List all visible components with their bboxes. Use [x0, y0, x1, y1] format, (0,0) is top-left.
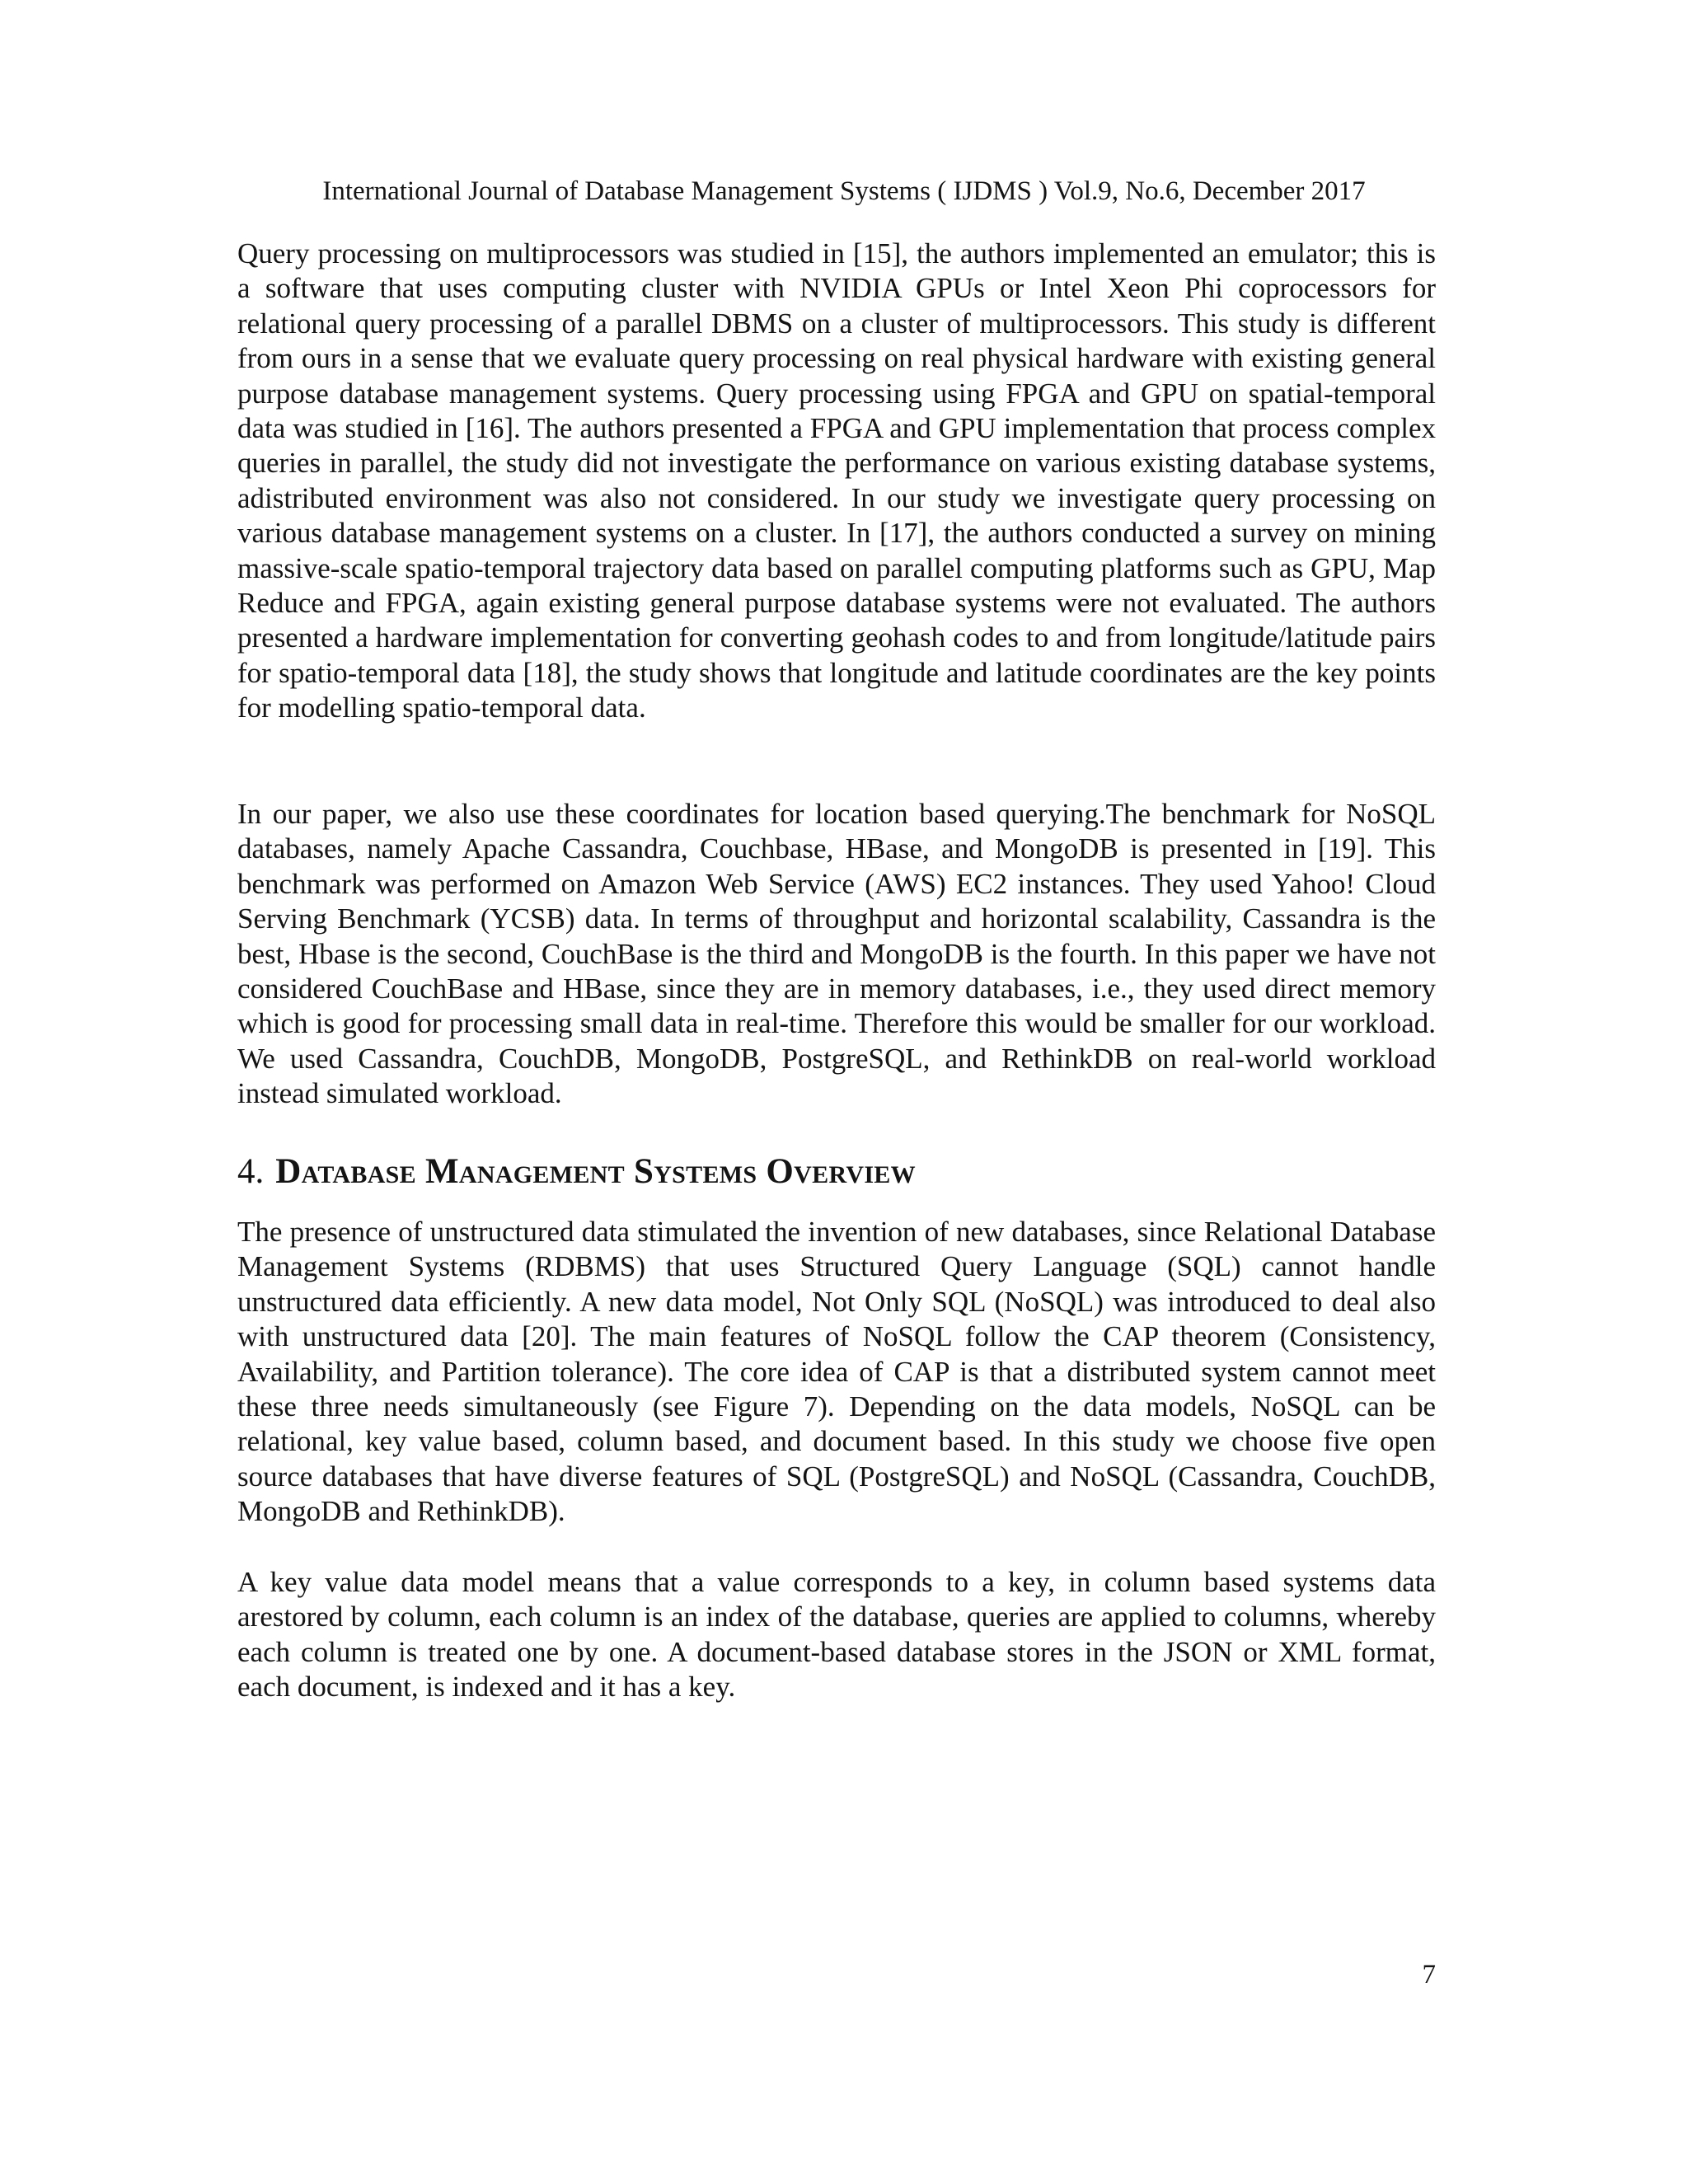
- running-header: International Journal of Database Management Systems ( IJDMS ) Vol.9, No.6, December 2017: [322, 176, 1366, 206]
- body-paragraph-block: [237, 1565, 1436, 1705]
- body-paragraph-block: [237, 797, 1436, 1112]
- body-paragraph-block: [237, 1215, 1436, 1530]
- page-number: 7: [1422, 1960, 1436, 1990]
- body-paragraph-block: [237, 237, 1436, 726]
- body-paragraph-related-work: Query processing on multiprocessors was studied in [15], the authors implemented an emulator; this is a software that uses computing cluster with NVIDIA GPUs or Intel Xeon Phi coprocessors for relational query processing of a parallel DBMS on a cluster of multiprocessors. This study is different from ours in a sense that we evaluate query processing on real physical hardware with existing general purpose database management systems. Query processing using FPGA and GPU on spatial-temporal data was studied in [16]. The authors presented a FPGA and GPU implementation that process complex queries in parallel, the study did not investigate the performance on various existing database systems, adistributed environment was also not considered. In our study we investigate query processing on various database management systems on a cluster. In [17], the authors conducted a survey on mining massive-scale spatio-temporal trajectory data based on parallel computing platforms such as GPU, Map Reduce and FPGA, again existing general purpose database systems were not evaluated. The authors presented a hardware implementation for converting geohash codes to and from longitude/latitude pairs for spatio-temporal data [18], the study shows that longitude and latitude coordinates are the key points for modelling spatio-temporal data.: [237, 237, 1436, 724]
- section-heading: [237, 1149, 916, 1195]
- body-paragraph-dbms-intro: The presence of unstructured data stimulated the invention of new databases, since Relational Database Management Systems (RDBMS) that uses Structured Query Language (SQL) cannot handle unstructured data efficiently. A new data model, Not Only SQL (NoSQL) was introduced to deal also with unstructured data [20]. The main features of NoSQL follow the CAP theorem (Consistency, Availability, and Partition tolerance). The core idea of CAP is that a distributed system cannot meet these three needs simultaneously (see Figure 7). Depending on the data models, NoSQL can be relational, key value based, column based, and document based. In this study we choose five open source databases that have diverse features of SQL (PostgreSQL) and NoSQL (Cassandra, CouchDB, MongoDB and RethinkDB).: [237, 1216, 1436, 1528]
- body-paragraph-benchmark: In our paper, we also use these coordinates for location based querying.The benchmark for NoSQL databases, namely Apache Cassandra, Couchbase, HBase, and MongoDB is presented in [19]. This benchmark was performed on Amazon Web Service (AWS) EC2 instances. They used Yahoo! Cloud Serving Benchmark (YCSB) data. In terms of throughput and horizontal scalability, Cassandra is the best, Hbase is the second, CouchBase is the third and MongoDB is the fourth. In this paper we have not considered CouchBase and HBase, since they are in memory databases, i.e., they used direct memory which is good for processing small data in real-time. Therefore this would be smaller for our workload. We used Cassandra, CouchDB, MongoDB, PostgreSQL, and RethinkDB on real-world workload instead simulated workload.: [237, 798, 1436, 1110]
- section-title: Database Management Systems Overview: [275, 1152, 916, 1191]
- section-number: 4.: [237, 1152, 265, 1191]
- body-paragraph-data-models: A key value data model means that a value corresponds to a key, in column based systems data arestored by column, each column is an index of the database, queries are applied to columns, whereby each column is treated one by one. A document-based database stores in the JSON or XML format, each document, is indexed and it has a key.: [237, 1566, 1436, 1704]
